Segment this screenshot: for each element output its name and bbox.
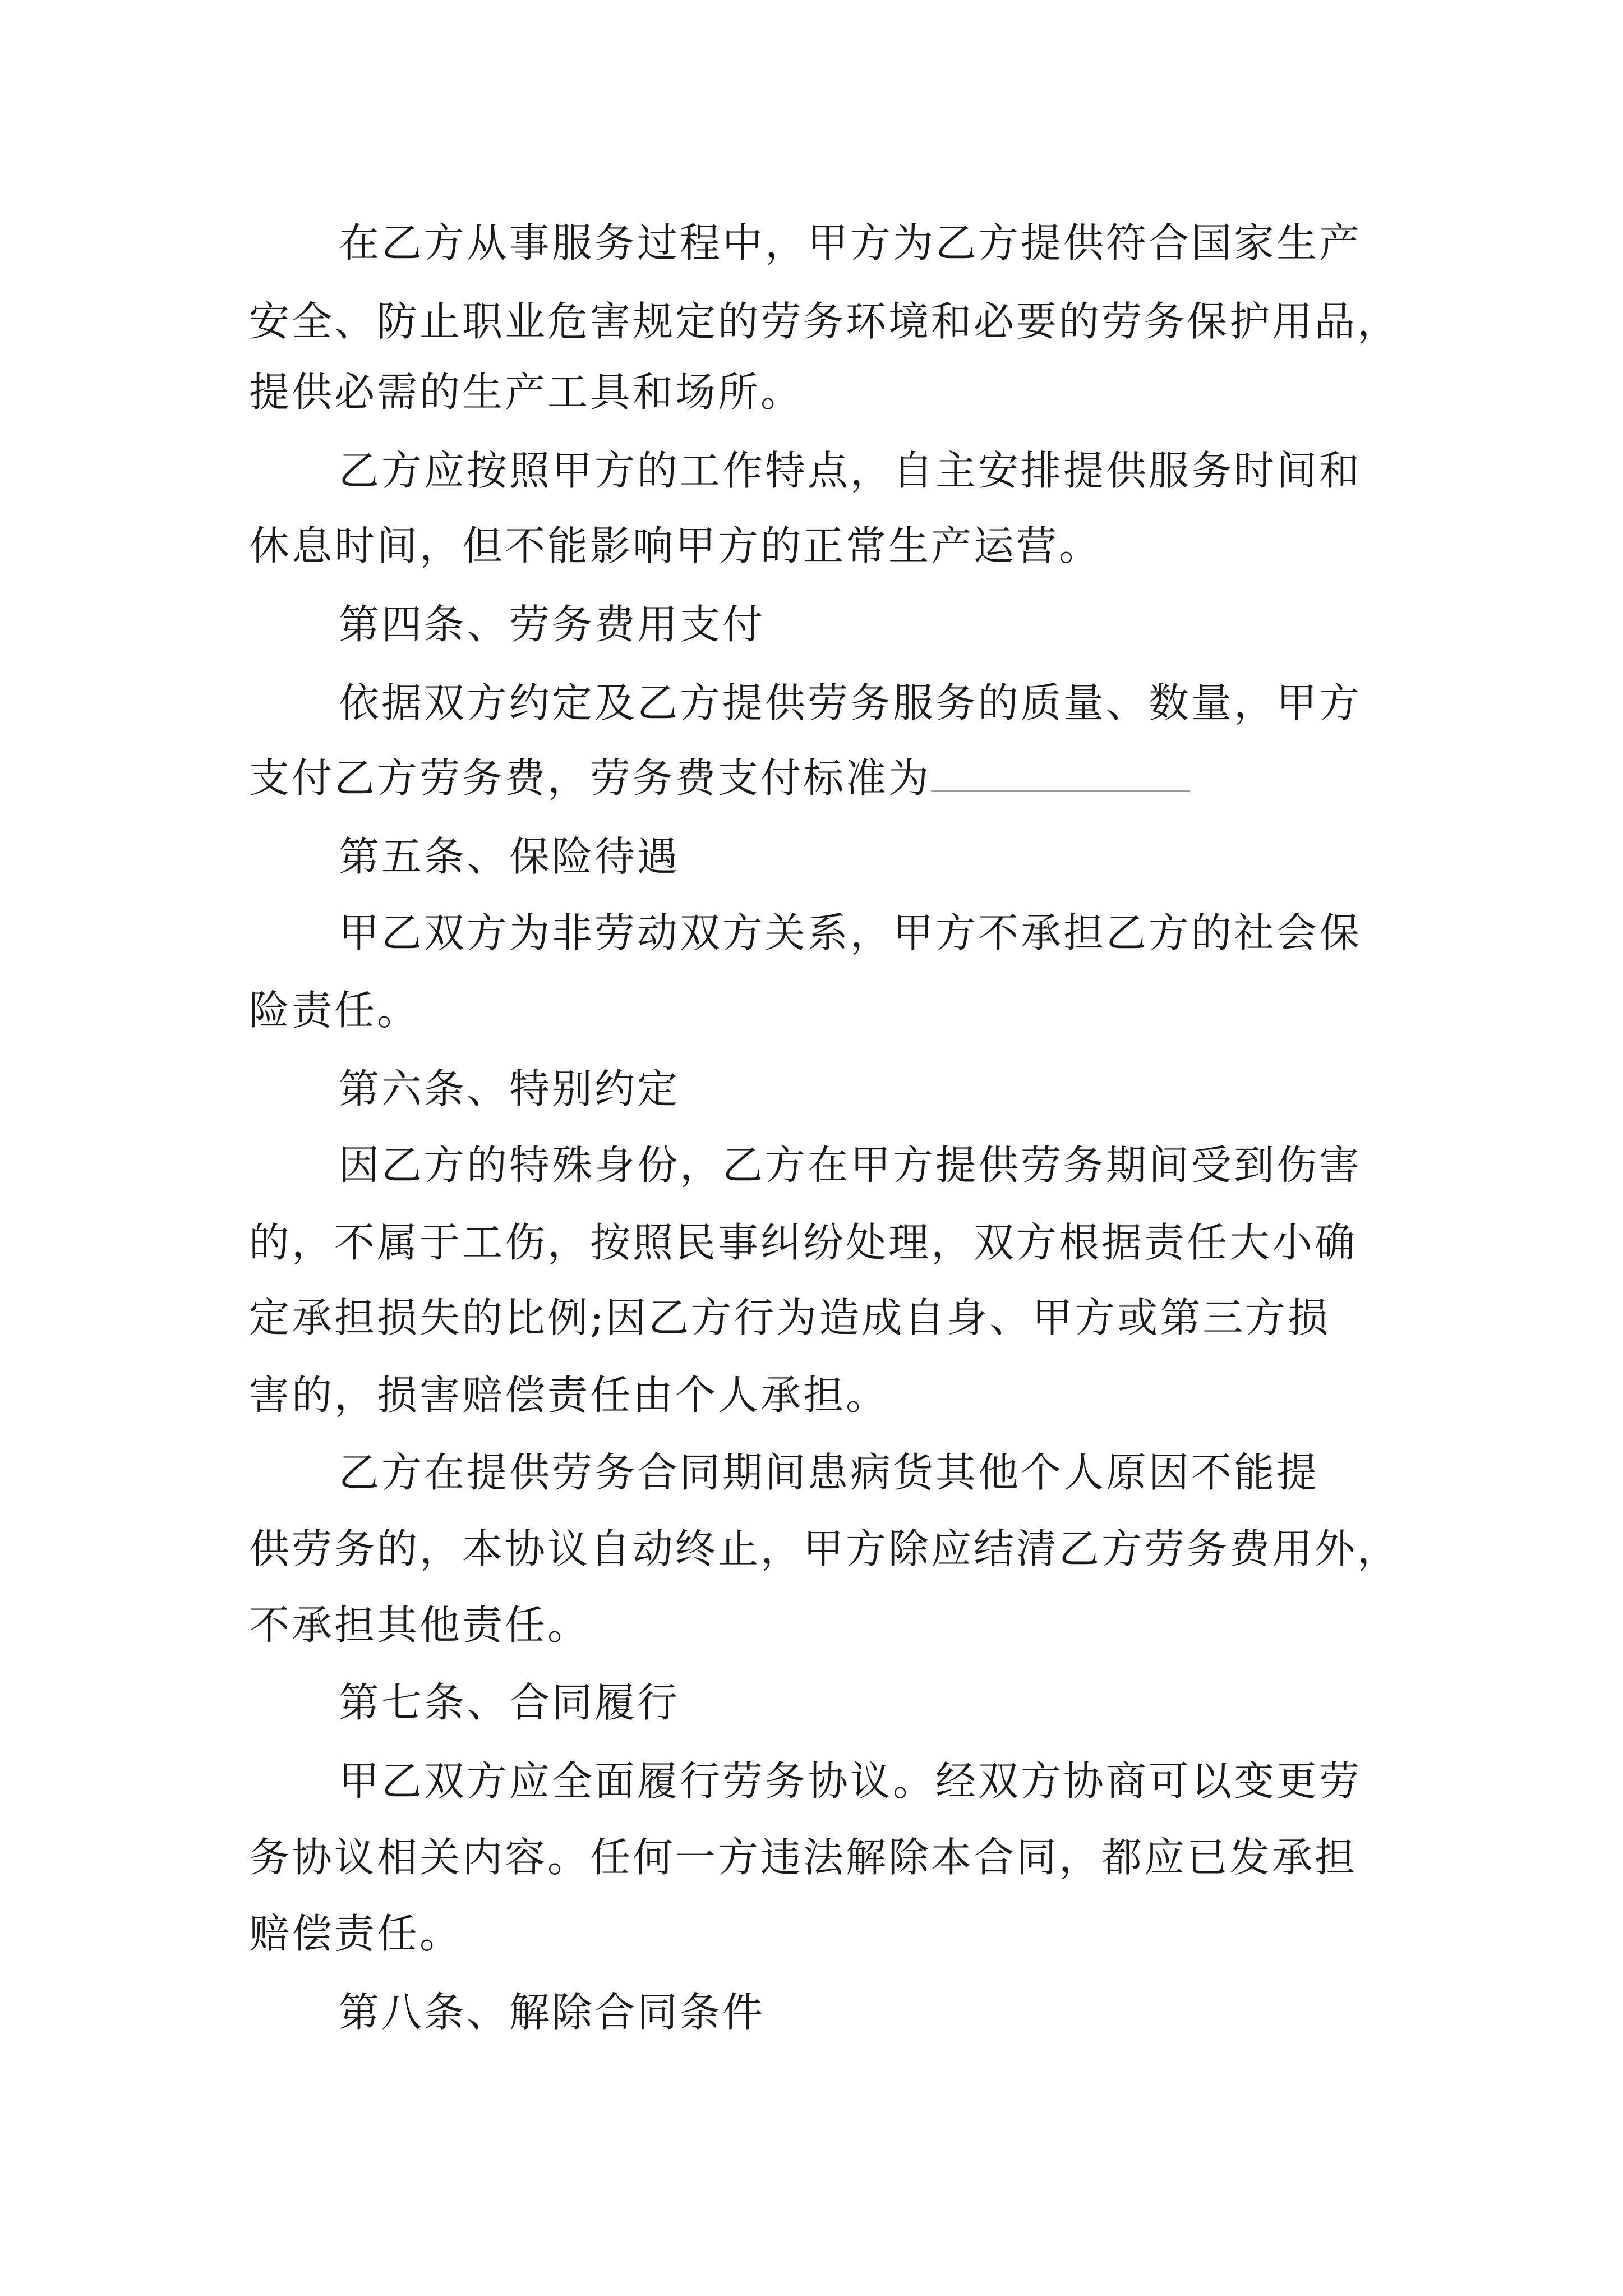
paragraph-line: 依据双方约定及乙方提供劳务服务的质量、数量，甲方 bbox=[339, 679, 1362, 726]
section-heading: 第七条、合同履行 bbox=[339, 1679, 680, 1726]
paragraph-line-with-blank bbox=[249, 754, 1190, 802]
paragraph-line: 在乙方从事服务过程中，甲方为乙方提供符合国家生产 bbox=[339, 219, 1362, 266]
section-heading: 第五条、保险待遇 bbox=[339, 833, 680, 880]
paragraph-line: 安全、防止职业危害规定的劳务环境和必要的劳务保护用品， bbox=[249, 298, 1400, 345]
paragraph-line-text: 支付乙方劳务费，劳务费支付标准为 bbox=[249, 754, 932, 802]
paragraph-line: 乙方在提供劳务合同期间患病货其他个人原因不能提 bbox=[339, 1449, 1320, 1496]
paragraph-line: 险责任。 bbox=[249, 987, 420, 1034]
paragraph-line: 赔偿责任。 bbox=[249, 1910, 463, 1957]
paragraph-line: 乙方应按照甲方的工作特点，自主安排提供服务时间和 bbox=[339, 447, 1362, 494]
paragraph-line: 甲乙双方应全面履行劳务协议。经双方协商可以变更劳 bbox=[339, 1757, 1362, 1805]
fill-in-blank bbox=[931, 761, 1190, 792]
paragraph-line: 定承担损失的比例;因乙方行为造成自身、甲方或第三方损 bbox=[249, 1294, 1331, 1341]
paragraph-line: 不承担其他责任。 bbox=[249, 1602, 591, 1649]
paragraph-line: 提供必需的生产工具和场所。 bbox=[249, 369, 804, 416]
paragraph-line: 的，不属于工伤，按照民事纠纷处理，双方根据责任大小确 bbox=[249, 1219, 1358, 1266]
section-heading: 第四条、劳务费用支付 bbox=[339, 601, 766, 648]
section-heading: 第六条、特别约定 bbox=[339, 1065, 680, 1112]
paragraph-line: 供劳务的，本协议自动终止，甲方除应结清乙方劳务费用外， bbox=[249, 1525, 1400, 1572]
paragraph-line: 甲乙双方为非劳动双方关系，甲方不承担乙方的社会保 bbox=[339, 909, 1362, 956]
paragraph-line: 休息时间，但不能影响甲方的正常生产运营。 bbox=[249, 522, 1102, 569]
paragraph-line: 因乙方的特殊身份，乙方在甲方提供劳务期间受到伤害 bbox=[339, 1142, 1362, 1189]
section-heading: 第八条、解除合同条件 bbox=[339, 1989, 766, 2036]
paragraph-line: 害的，损害赔偿责任由个人承担。 bbox=[249, 1372, 889, 1419]
paragraph-line: 务协议相关内容。任何一方违法解除本合同，都应已发承担 bbox=[249, 1834, 1358, 1881]
